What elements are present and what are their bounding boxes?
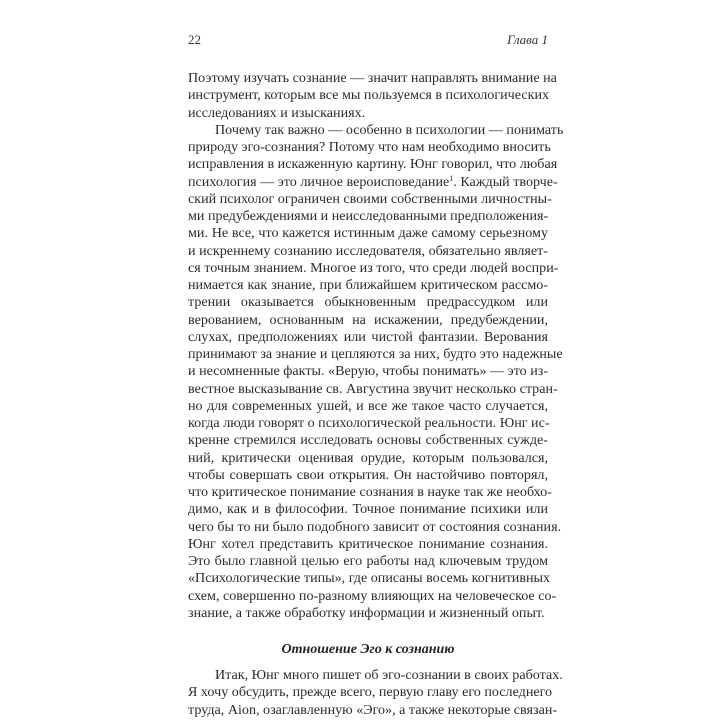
text-line: «Психологические типы», где описаны восемь когнитивных	[188, 570, 551, 587]
text-line: исправления в искаженную картину. Юнг говорил, что любая	[188, 156, 558, 173]
text-line: ний, критически оценивая орудие, которым пользовался,	[188, 449, 548, 466]
text-line: Поэтому изучать сознание — значит направлять внимание на	[188, 70, 557, 86]
text-line: труда, Aion, озаглавленную «Эго», а также некоторые связан-	[188, 701, 558, 718]
text-line: нимается как знание, при ближайшем критическом рассмо-	[188, 277, 548, 293]
text-line: трении оказывается обыкновенным предрассудком или	[188, 294, 548, 311]
text-line-with-footnote	[188, 173, 558, 191]
text-line: инструмент, которым все мы пользуемся в психологических	[188, 87, 550, 104]
footnote-marker[interactable]: 1	[449, 173, 454, 183]
text-line: слухах, предположениях или чистой фантазии. Верования	[188, 328, 548, 345]
text-line: чтобы совершать свои открытия. Он настойчиво повторял,	[188, 466, 548, 483]
text-segment: психология — это личное вероисповедание	[188, 173, 450, 190]
text-line: вестное высказывание св. Августина звучит несколько стран-	[188, 380, 558, 397]
text-line: и несомненные факты. «Верую, чтобы понимать» — это из-	[188, 363, 549, 380]
text-line: ский психолог ограничен своими собственными личностны-	[188, 190, 552, 207]
text-line: ми. Не все, что кажется истинным даже самому серьезному	[188, 225, 548, 242]
page-number: 22	[188, 32, 201, 47]
running-header	[188, 30, 548, 50]
text-line: природу эго-сознания? Потому что нам необходимо вносить	[188, 139, 551, 155]
text-line: Я хочу обсудить, прежде всего, первую главу его последнего	[188, 684, 553, 701]
paragraph-1	[188, 70, 557, 122]
paragraph-2	[188, 121, 564, 622]
text-line: знание, а также обработку информации и жизненный опыт.	[188, 604, 545, 621]
text-segment: . Каждый творче-	[453, 173, 558, 190]
text-line: схем, совершенно по-разному влияющих на человеческое со-	[188, 587, 557, 604]
text-line: исследованиях и изысканиях.	[188, 104, 366, 121]
text-line: ся точным знанием. Многое из того, что среди людей воспри-	[188, 259, 559, 276]
book-page	[188, 30, 564, 719]
text-line: Почему так важно — особенно в психологии — понимать	[215, 121, 564, 138]
section-heading: Отношение Эго к сознанию	[281, 642, 455, 657]
text-line: что критическое понимание сознания в науке так же необхо-	[188, 484, 552, 500]
text-line: и искреннему сознанию исследователя, обязательно являет-	[188, 242, 548, 259]
text-line: но для современных ушей, и все же такое часто случается,	[188, 397, 548, 414]
text-line: кренне стремился исследовать основы собственных сужде-	[188, 432, 548, 449]
text-line: Это было главной целью его работы над ключевым трудом	[188, 553, 548, 569]
text-line: Юнг хотел представить критическое понимание сознания.	[188, 535, 548, 552]
text-line: чего бы то ни было подобного зависит от состояния сознания.	[188, 518, 562, 535]
text-line: димо, как и в философии. Точное понимание психики или	[188, 501, 548, 518]
body-text	[188, 70, 564, 719]
section-paragraph	[188, 667, 563, 719]
chapter-title: Глава 1	[507, 32, 548, 47]
text-line: принимают за знание и цепляются за них, будто это надежные	[188, 346, 563, 362]
text-line: когда люди говорят о психологической реальности. Юнг ис-	[188, 415, 550, 431]
text-line: Итак, Юнг много пишет об эго-сознании в своих работах.	[215, 667, 563, 683]
text-line: ми предубеждениями и неисследованными предположения-	[188, 208, 549, 224]
text-line: верованием, основанным на искажении, предубеждении,	[188, 311, 548, 328]
